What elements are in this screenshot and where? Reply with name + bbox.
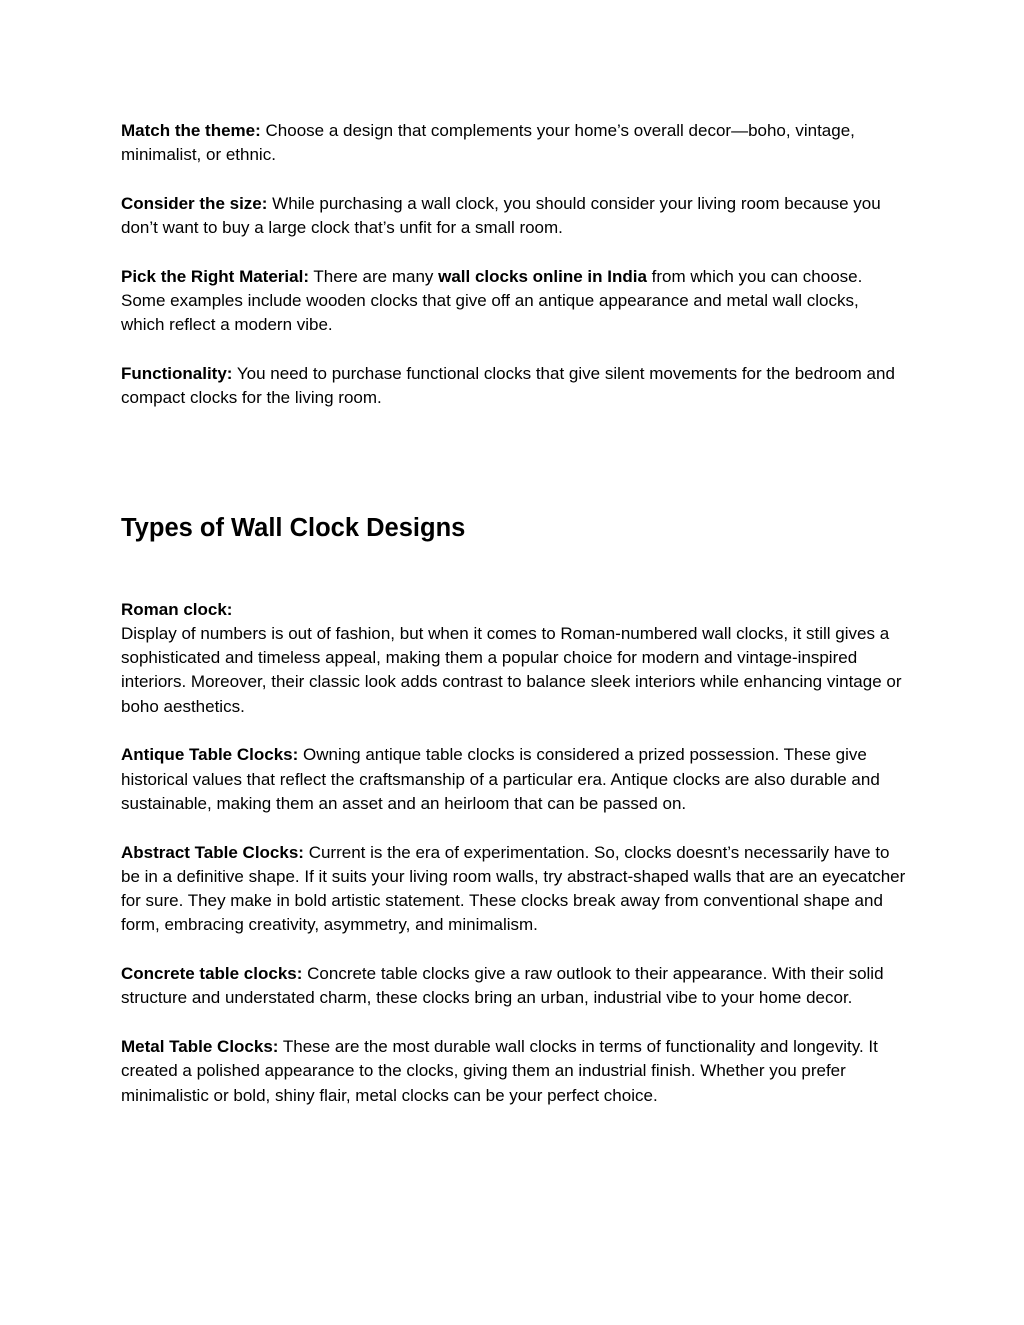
tip-text-after: from which you can choose. Some examples include wooden clocks that give off an antique appearance and metal wall clocks, which reflect a modern vibe. [121,266,863,335]
tip-functionality [121,362,906,411]
section-heading: Types of Wall Clock Designs [121,513,466,542]
tip-text: You need to purchase functional clocks that give silent movements for the bedroom and compact clocks for the living room. [121,363,895,408]
type-label: Abstract Table Clocks: [121,842,304,862]
type-metal [121,1035,906,1108]
tip-label: Match the theme: [121,121,261,140]
type-label: Concrete table clocks: [121,964,303,984]
type-abstract [121,841,906,938]
roman-label: Roman clock: [121,599,233,619]
roman-text: Display of numbers is out of fashion, but when it comes to Roman-numbered wall clocks, it still gives a sophisticated and timeless appeal, making them a popular choice for modern and vintage-inspired interiors. Moreover, their classic look adds contrast to balance sleek interiors while enhancing vintage or boho aesthetics. [121,623,902,716]
tip-label: Consider the size: [121,193,268,213]
tip-label: Pick the Right Material: [121,266,309,286]
type-text: These are the most durable wall clocks in terms of functionality and longevity. It created a polished appearance to the clocks, giving them an industrial finish. Whether you prefer minimalistic or bold, shiny flair, metal clocks can be your perfect choice. [121,1036,878,1105]
tip-text: Choose a design that complements your home’s overall decor—boho, vintage, minimalist, or ethnic. [121,121,855,165]
tip-inline-bold: wall clocks online in India [438,266,647,286]
type-text: Current is the era of experimentation. So, clocks doesnt’s necessarily have to be in a definitive shape. If it suits your living room walls, try abstract-shaped walls that are an eyecatcher for sure. They make in bold artistic statement. These clocks break away from conventional shape and form, embracing creativity, asymmetry, and minimalism. [121,842,906,935]
tip-material [121,265,906,338]
document-page [121,119,906,1108]
roman-clock-paragraph [121,598,906,719]
type-text: Owning antique table clocks is considered a prized possession. These give historical values that reflect the craftsmanship of a particular era. Antique clocks are also durable and sustainable, making them an asset and an heirloom that can be passed on. [121,745,880,813]
tip-match-theme [121,119,906,168]
tip-text: While purchasing a wall clock, you should consider your living room because you don’t want to buy a large clock that’s unfit for a small room. [121,193,881,238]
type-label: Antique Table Clocks: [121,745,299,765]
type-antique [121,743,906,816]
type-label: Metal Table Clocks: [121,1036,279,1056]
type-concrete [121,962,906,1011]
tip-text-before: There are many [308,266,439,286]
type-text: Concrete table clocks give a raw outlook to their appearance. With their solid structure and understated charm, these clocks bring an urban, industrial vibe to your home decor. [121,964,884,1008]
tip-label: Functionality: [121,363,233,383]
tip-consider-size [121,192,906,241]
